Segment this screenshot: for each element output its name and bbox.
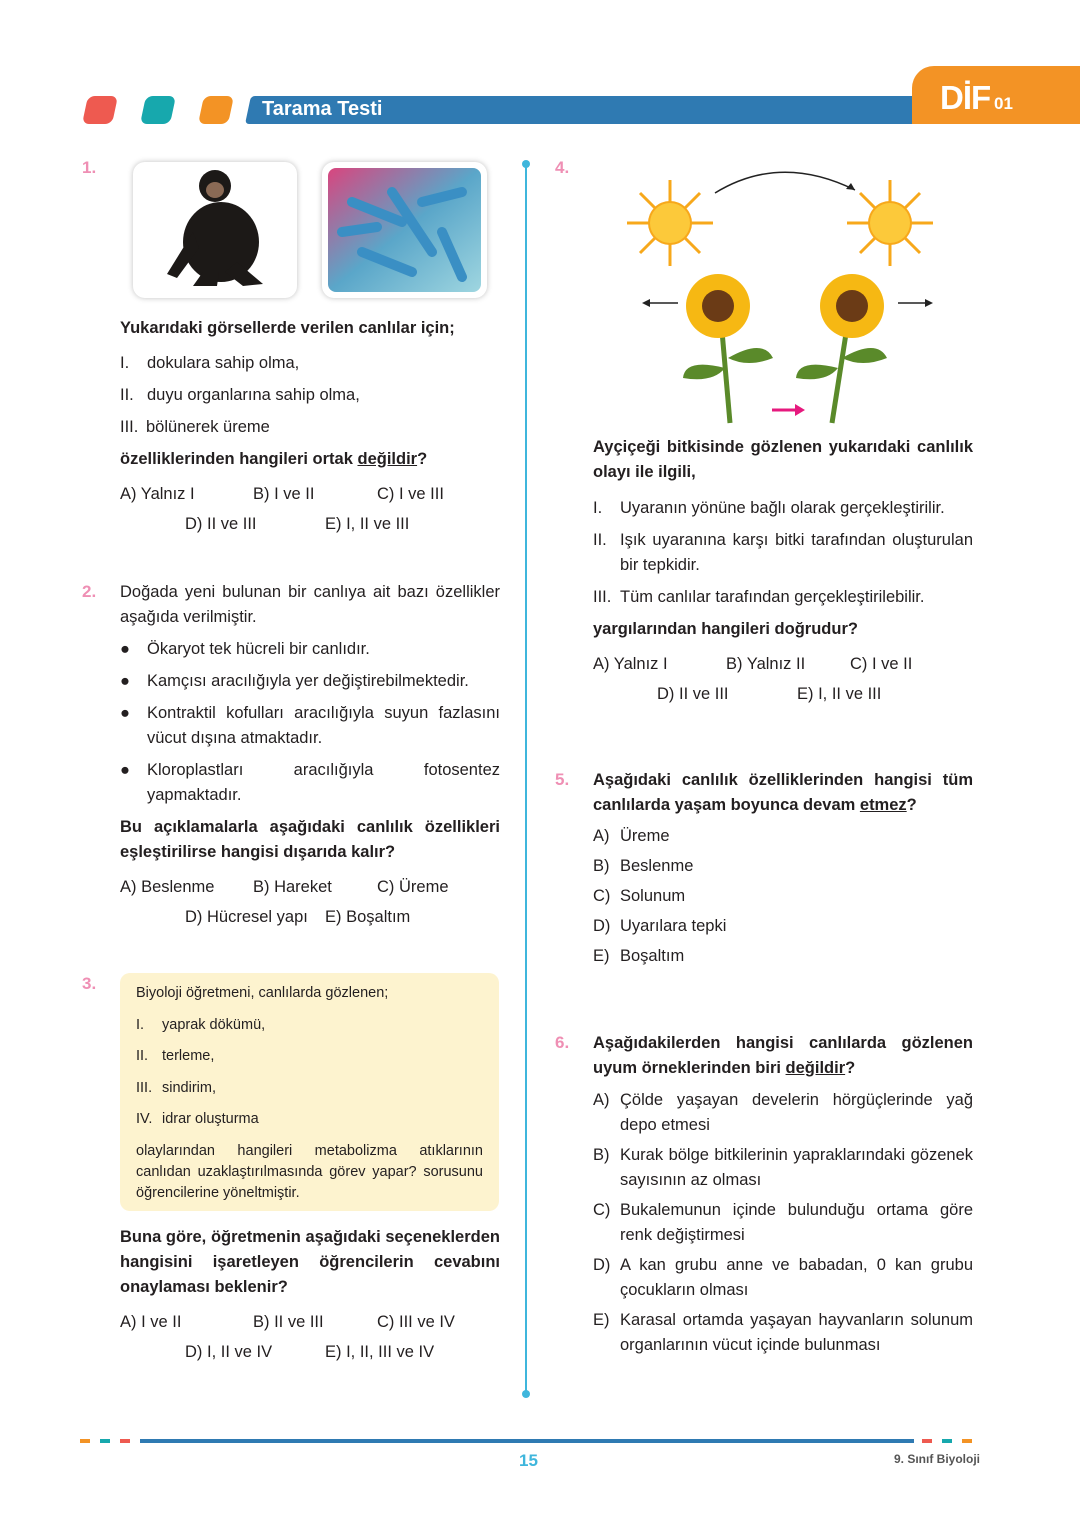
q6-ask-mark: ?	[845, 1059, 856, 1077]
badge-text: DİF	[940, 79, 991, 116]
sunflower-phototropism-figure	[620, 168, 950, 428]
q6-ask: Aşağıdakilerden hangisi canlılarda gözlenen uyum örneklerinden biri	[593, 1034, 973, 1077]
chimpanzee-image	[133, 162, 297, 298]
footer-dash	[120, 1439, 130, 1443]
q5-ask: Aşağıdaki canlılık özelliklerinden hangisi tüm canlılarda yaşam boyunca devam	[593, 771, 973, 814]
option-c[interactable]: C) I ve III	[377, 485, 444, 503]
badge-number: 01	[994, 94, 1013, 113]
column-divider	[525, 162, 527, 1394]
option-text: Uyarılara tepki	[620, 917, 727, 935]
q5-ask-emph: etmez	[859, 796, 907, 814]
option-d[interactable]: D) Hücresel yapı	[185, 908, 308, 926]
question-number: 6.	[555, 1033, 570, 1052]
option-letter: E)	[593, 1311, 610, 1329]
option-c[interactable]: C) Üreme	[377, 878, 449, 896]
roman: I.	[136, 1016, 145, 1033]
divider-dot-bottom	[522, 1390, 530, 1398]
option-text: A kan grubu anne ve babadan, 0 kan grubu çocukların olması	[620, 1256, 973, 1299]
footer-dash	[80, 1439, 90, 1443]
option-b[interactable]	[593, 1143, 973, 1193]
q1-ask: özelliklerinden hangileri ortak	[120, 450, 358, 468]
question-number: 2.	[82, 582, 97, 601]
q2-bullet: Kamçısı aracılığıyla yer değiştirebilmektedir.	[147, 672, 469, 690]
q3-box-end: olaylarından hangileri metabolizma atıklarının canlıdan uzaklaştırılmasında görev yapar? sorusunu öğrencilerine yöneltmiştir.	[136, 1142, 483, 1201]
option-letter: D)	[593, 1256, 611, 1274]
footer-dash	[922, 1439, 932, 1443]
option-letter: E)	[593, 947, 610, 965]
q2-bullet: Ökaryot tek hücreli bir canlıdır.	[147, 640, 370, 658]
page-title: Tarama Testi	[262, 98, 383, 120]
option-letter: C)	[593, 887, 611, 905]
option-a[interactable]: A) I ve II	[120, 1313, 182, 1331]
q1-ask-emph: değildir	[357, 450, 418, 468]
q3-item: terleme,	[162, 1048, 215, 1064]
roman: II.	[136, 1048, 149, 1064]
option-text: Üreme	[620, 827, 670, 845]
roman: III.	[593, 588, 612, 606]
option-letter: D)	[593, 917, 611, 935]
question-number: 4.	[555, 158, 570, 177]
option-d[interactable]: D) II ve III	[185, 515, 257, 533]
option-e[interactable]: E) I, II ve III	[325, 515, 410, 533]
option-letter: C)	[593, 1201, 611, 1219]
option-d[interactable]: D) I, II ve IV	[185, 1343, 273, 1361]
roman: II.	[120, 386, 134, 404]
bullet-icon: ●	[120, 672, 130, 690]
q4-item: Tüm canlılar tarafından gerçekleştirilebilir.	[620, 588, 925, 606]
option-letter: B)	[593, 1146, 610, 1164]
q6-ask-emph: değildir	[785, 1059, 846, 1077]
divider-dot-top	[522, 160, 530, 168]
option-c[interactable]: C) III ve IV	[377, 1313, 455, 1331]
option-text: Boşaltım	[620, 947, 685, 965]
option-a[interactable]	[593, 824, 973, 849]
option-text: Bukalemunun içinde bulunduğu ortama göre renk değiştirmesi	[620, 1201, 973, 1244]
footer-line	[140, 1439, 914, 1443]
q5-ask-mark: ?	[906, 796, 917, 814]
option-letter: B)	[593, 857, 610, 875]
bullet-icon: ●	[120, 704, 130, 722]
option-letter: A)	[593, 827, 610, 845]
option-letter: A)	[593, 1091, 610, 1109]
option-b[interactable]	[593, 854, 973, 879]
q4-item: Uyaranın yönüne bağlı olarak gerçekleştirilir.	[620, 499, 945, 517]
question-number: 5.	[555, 770, 570, 789]
q3-info-box	[120, 973, 499, 1211]
roman: II.	[593, 531, 607, 549]
option-c[interactable]	[593, 1198, 973, 1248]
option-text: Kurak bölge bitkilerinin yapraklarındaki gözenek sayısının az olması	[620, 1146, 973, 1189]
roman: IV.	[136, 1111, 153, 1127]
option-a[interactable]	[593, 1088, 973, 1138]
dif-badge	[912, 66, 1080, 124]
teal-chip	[140, 96, 176, 124]
bullet-icon: ●	[120, 761, 130, 779]
option-text: Karasal ortamda yaşayan hayvanların solunum organlarının vücut içinde bulunması	[620, 1311, 973, 1354]
q4-item: Işık uyaranına karşı bitki tarafından oluşturulan bir tepkidir.	[620, 531, 973, 574]
option-b[interactable]: B) II ve III	[253, 1313, 324, 1331]
option-d[interactable]	[593, 914, 973, 939]
option-c[interactable]	[593, 884, 973, 909]
q2-ask: Bu açıklamalarla aşağıdaki canlılık özellikleri eşleştirilirse hangisi dışarıda kalır?	[120, 818, 500, 861]
page-number: 15	[519, 1451, 538, 1470]
book-title: 9. Sınıf Biyoloji	[894, 1452, 981, 1466]
footer-dash	[942, 1439, 952, 1443]
orange-chip	[198, 96, 234, 124]
q3-box-intro: Biyoloji öğretmeni, canlılarda gözlenen;	[136, 985, 389, 1001]
bullet-icon: ●	[120, 640, 130, 658]
footer-dash	[962, 1439, 972, 1443]
roman: III.	[120, 418, 139, 436]
sun-icon	[847, 180, 933, 266]
option-text: Çölde yaşayan develerin hörgüçlerinde yağ depo etmesi	[620, 1091, 973, 1134]
option-d[interactable]	[593, 1253, 973, 1303]
curved-arrow	[715, 172, 855, 193]
option-e[interactable]	[593, 1308, 973, 1358]
q3-item: idrar oluşturma	[162, 1111, 259, 1127]
pink-arrow-icon	[772, 404, 805, 416]
q2-bullet: Kloroplastları aracılığıyla fotosentez yapmaktadır.	[147, 761, 500, 804]
q2-bullet: Kontraktil kofulları aracılığıyla suyun fazlasını vücut dışına atmaktadır.	[147, 704, 500, 747]
option-text: Beslenme	[620, 857, 694, 875]
sunflower-right	[796, 274, 887, 423]
option-e[interactable]: E) I, II, III ve IV	[325, 1343, 435, 1361]
roman: I.	[120, 354, 130, 372]
option-a[interactable]: A) Yalnız I	[593, 655, 668, 673]
q4-ask: yargılarından hangileri doğrudur?	[593, 620, 858, 638]
question-number: 1.	[82, 158, 97, 177]
question-number: 3.	[82, 974, 97, 993]
option-c[interactable]: C) I ve II	[850, 655, 913, 673]
q3-ask: Buna göre, öğretmenin aşağıdaki seçeneklerden hangisini işaretleyen öğrencilerin cevabını onaylaması beklenir?	[120, 1228, 500, 1296]
roman: III.	[136, 1079, 153, 1096]
option-b[interactable]: B) I ve II	[253, 485, 315, 503]
option-e[interactable]	[593, 944, 973, 969]
q1-ask-mark: ?	[417, 450, 428, 468]
option-e[interactable]: E) I, II ve III	[797, 685, 882, 703]
option-e[interactable]: E) Boşaltım	[325, 908, 411, 926]
sun-icon	[627, 180, 713, 266]
roman: I.	[593, 499, 603, 517]
q1-item: duyu organlarına sahip olma,	[147, 386, 360, 404]
option-a[interactable]: A) Yalnız I	[120, 485, 195, 503]
q1-stem: Yukarıdaki görsellerde verilen canlılar için;	[120, 319, 455, 337]
option-a[interactable]: A) Beslenme	[120, 878, 215, 896]
red-chip	[82, 96, 118, 124]
footer-dash	[100, 1439, 110, 1443]
q1-item: bölünerek üreme	[146, 418, 270, 436]
option-b[interactable]: B) Yalnız II	[726, 655, 806, 673]
q2-intro: Doğada yeni bulunan bir canlıya ait bazı özellikler aşağıda verilmiştir.	[120, 583, 500, 626]
option-b[interactable]: B) Hareket	[253, 878, 332, 896]
option-d[interactable]: D) II ve III	[657, 685, 729, 703]
sunflower-left	[683, 274, 773, 423]
q3-item: yaprak dökümü,	[162, 1016, 266, 1033]
bacteria-image	[322, 162, 487, 298]
q1-item: dokulara sahip olma,	[147, 354, 300, 372]
option-text: Solunum	[620, 887, 686, 905]
arrow-right-icon	[898, 299, 933, 307]
q4-stem: Ayçiçeği bitkisinde gözlenen yukarıdaki canlılık olayı ile ilgili,	[593, 438, 973, 481]
q3-item: sindirim,	[162, 1079, 216, 1096]
arrow-left-icon	[642, 299, 678, 307]
